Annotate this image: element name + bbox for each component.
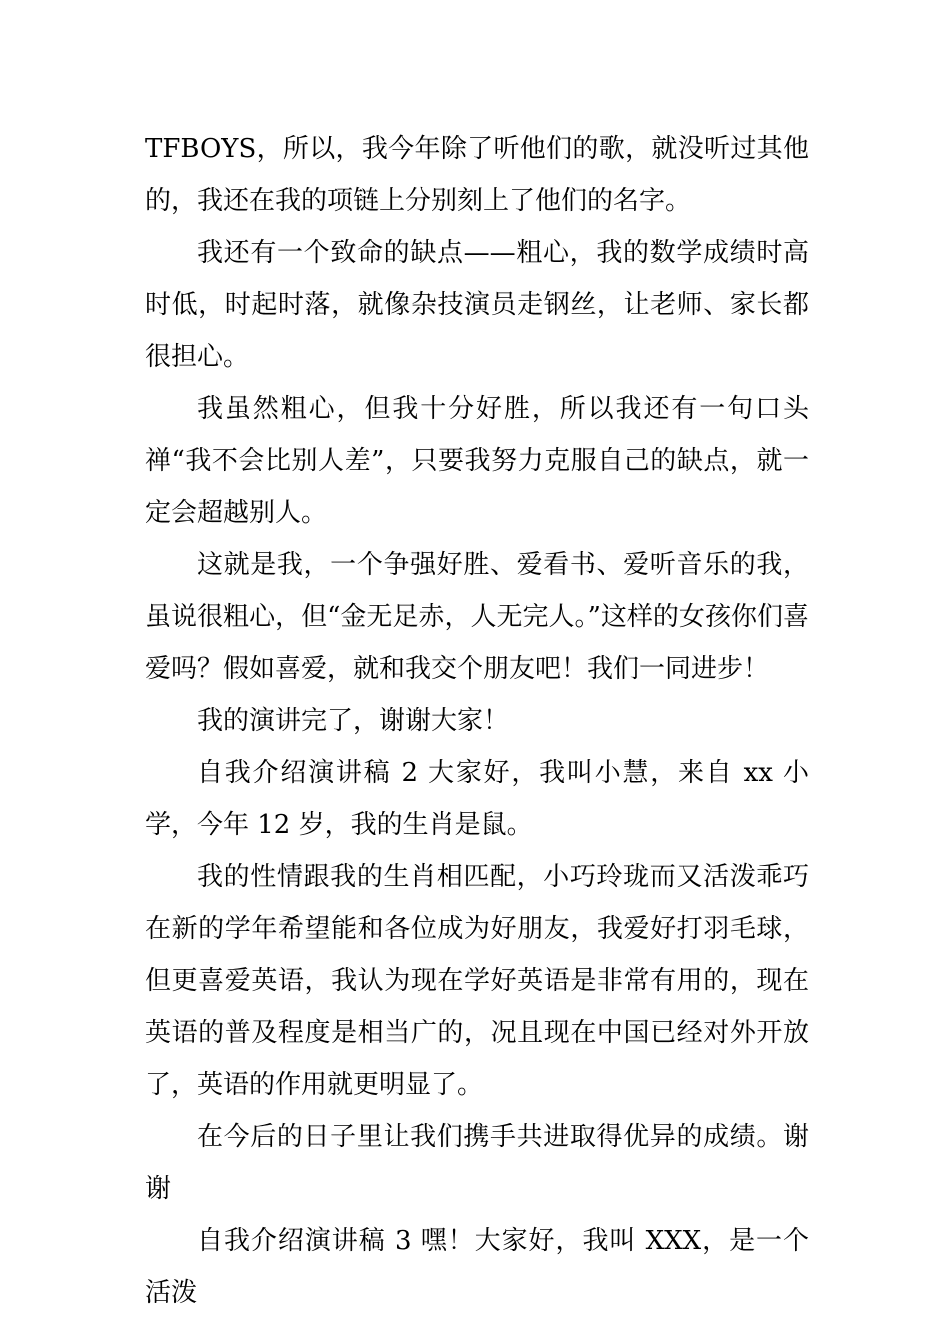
paragraph-continuation: TFBOYS，所以，我今年除了听他们的歌，就没听过其他的，我还在我的项链上分别刻上了他们的名字。 (145, 134, 809, 216)
paragraph-speech-3-intro: 自我介绍演讲稿 3 嘿！大家好，我叫 XXX，是一个活泼 (145, 1226, 809, 1308)
paragraph-summary: 这就是我，一个争强好胜、爱看书、爱听音乐的我，虽说很粗心，但“金无足赤，人无完人。”这样的女孩你们喜爱吗？假如喜爱，就和我交个朋友吧！我们一同进步！ (145, 550, 809, 684)
paragraph-speech-2-personality: 我的性情跟我的生肖相匹配，小巧玲珑而又活泼乖巧在新的学年希望能和各位成为好朋友，我爱好打羽毛球，但更喜爱英语，我认为现在学好英语是非常有用的，现在英语的普及程度是相当广的，况且现在中国已经对外开放了，英语的作用就更明显了。 (145, 862, 809, 1100)
paragraph-speech-2-intro: 自我介绍演讲稿 2 大家好，我叫小慧，来自 xx 小学，今年 12 岁，我的生肖是鼠。 (145, 758, 809, 840)
paragraph-closing: 我的演讲完了，谢谢大家！ (197, 706, 510, 736)
document-body (145, 123, 809, 1319)
paragraph-carelessness: 我还有一个致命的缺点——粗心，我的数学成绩时高时低，时起时落，就像杂技演员走钢丝，让老师、家长都很担心。 (145, 238, 809, 372)
paragraph-competitive: 我虽然粗心，但我十分好胜，所以我还有一句口头禅“我不会比别人差”，只要我努力克服自己的缺点，就一定会超越别人。 (145, 394, 809, 528)
paragraph-speech-2-closing: 在今后的日子里让我们携手共进取得优异的成绩。谢谢 (145, 1122, 809, 1204)
